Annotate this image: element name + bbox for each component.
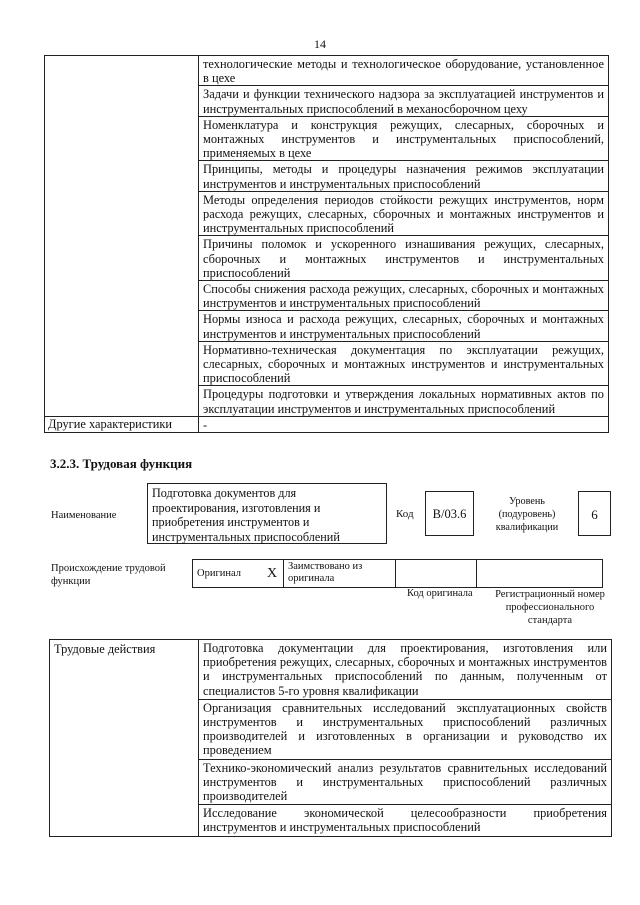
table-cell: Процедуры подготовки и утверждения локальных нормативных актов по эксплуатации инструментов и инструментальных приспособлений <box>199 386 609 416</box>
knowledge-table <box>44 55 609 433</box>
table-row <box>45 416 609 432</box>
table-cell: - <box>199 416 609 432</box>
code-label: Код <box>396 508 414 520</box>
table-cell: Подготовка документации для проектирования, изготовления или приобретения режущих, слесарных, сборочных и монтажных инструментов и инструментальных приспособлений по данным, полученным от специалистов 5-го уровня квалификации <box>199 640 612 700</box>
function-code: B/03.6 <box>425 491 474 536</box>
table-cell: Способы снижения расхода режущих, слесарных, сборочных и монтажных инструментов и инструментальных приспособлений <box>199 281 609 311</box>
table-row <box>193 560 603 588</box>
table-cell-label: Трудовые действия <box>50 640 199 837</box>
table-cell: Нормативно-техническая документация по эксплуатации режущих, слесарных, сборочных и монтажных инструментов и инструментальных приспособлений <box>199 341 609 386</box>
table-cell: Причины поломок и ускоренного изнашивания режущих, слесарных, сборочных и монтажных инструментов и инструментальных приспособлений <box>199 236 609 281</box>
table-cell: Номенклатура и конструкция режущих, слесарных, сборочных и монтажных инструментов и инструментальных приспособлений, применяемых в цехе <box>199 116 609 161</box>
table-row <box>50 640 612 700</box>
origin-code-cell <box>396 560 477 588</box>
table-cell: технологические методы и технологическое оборудование, установленное в цехе <box>199 56 609 86</box>
level-label: Уровень (подуровень) квалификации <box>495 496 559 533</box>
table-cell: Организация сравнительных исследований эксплуатационных свойств инструментов и инструментальных приспособлений различных производителей и изготовленных в организации и руководство их проведением <box>199 699 612 759</box>
section-title: 3.2.3. Трудовая функция <box>50 456 193 471</box>
qualification-level: 6 <box>578 491 611 536</box>
table-cell-label: Другие характеристики <box>45 416 199 432</box>
origin-table <box>192 559 603 588</box>
page-number: 14 <box>314 37 326 51</box>
labor-actions-table <box>49 639 612 837</box>
origin-mark: X <box>261 560 284 588</box>
table-cell: Методы определения периодов стойкости режущих инструментов, норм расхода режущих, слесарных, сборочных и монтажных инструментов и инструментальных приспособлений <box>199 191 609 236</box>
origin-reg-cell <box>477 560 603 588</box>
origin-original: Оригинал <box>193 560 262 588</box>
table-row <box>45 56 609 86</box>
table-cell: Задачи и функции технического надзора за эксплуатацией инструментов и инструментальных приспособлений в механосборочном цеху <box>199 86 609 116</box>
origin-borrowed: Заимствовано из оригинала <box>284 560 396 588</box>
origin-label: Происхождение трудовой функции <box>51 563 166 587</box>
table-cell-empty <box>45 56 199 417</box>
table-cell: Исследование экономической целесообразности приобретения инструментов и инструментальных приспособлений <box>199 805 612 836</box>
function-name: Подготовка документов для проектирования, изготовления и приобретения инструментов и инструментальных приспособлений <box>147 483 387 544</box>
table-cell: Принципы, методы и процедуры назначения режимов эксплуатации инструментов и инструментальных приспособлений <box>199 161 609 191</box>
code-original-caption: Код оригинала <box>407 588 473 599</box>
table-cell: Нормы износа и расхода режущих, слесарных, сборочных и монтажных инструментов и инструментальных приспособлений <box>199 311 609 341</box>
reg-number-caption: Регистрационный номер профессионального стандарта <box>495 589 605 626</box>
table-cell: Технико-экономический анализ результатов сравнительных исследований инструментов и инструментальных приспособлений различных производителей <box>199 759 612 805</box>
name-label: Наименование <box>51 510 117 521</box>
